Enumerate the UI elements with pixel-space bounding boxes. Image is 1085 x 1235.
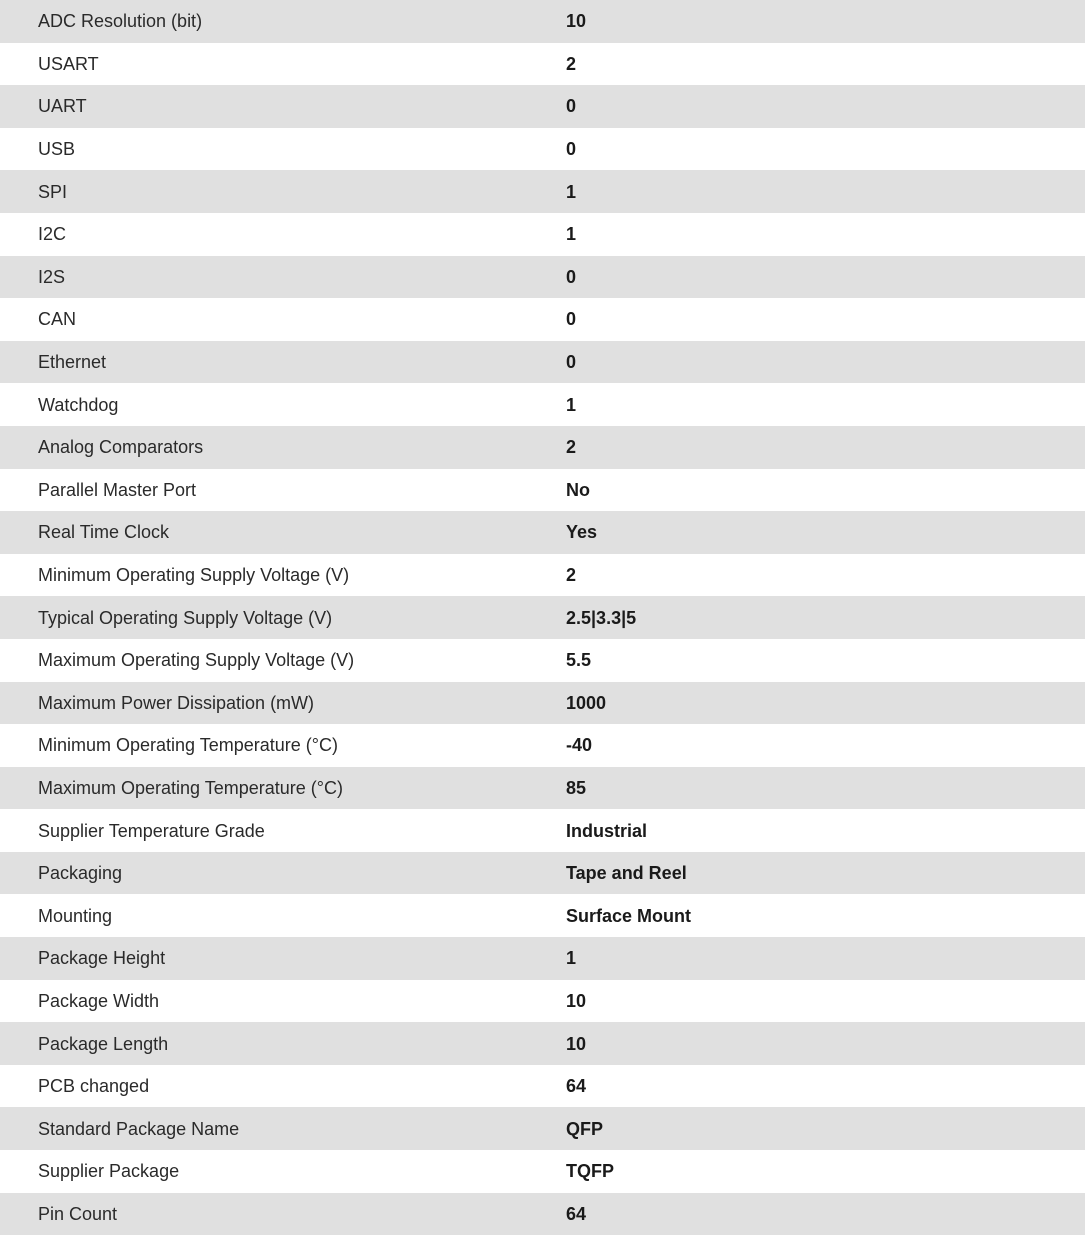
spec-label: USART bbox=[38, 53, 99, 74]
spec-label: Supplier Temperature Grade bbox=[38, 820, 265, 841]
spec-row bbox=[0, 596, 1085, 639]
spec-row bbox=[0, 809, 1085, 852]
spec-row bbox=[0, 980, 1085, 1023]
spec-value: 1000 bbox=[566, 692, 607, 713]
spec-value: 2 bbox=[566, 437, 577, 458]
spec-row bbox=[0, 383, 1085, 426]
spec-row bbox=[0, 341, 1085, 384]
spec-row bbox=[0, 937, 1085, 980]
spec-label: I2S bbox=[38, 266, 66, 287]
spec-row bbox=[0, 469, 1085, 512]
spec-label: Ethernet bbox=[38, 352, 107, 373]
spec-label: USB bbox=[38, 139, 76, 160]
spec-label: Maximum Operating Supply Voltage (V) bbox=[38, 650, 355, 671]
spec-label: Maximum Operating Temperature (°C) bbox=[38, 777, 343, 798]
spec-label: Typical Operating Supply Voltage (V) bbox=[38, 607, 333, 628]
spec-label: Standard Package Name bbox=[38, 1118, 240, 1139]
spec-row bbox=[0, 170, 1085, 213]
spec-row bbox=[0, 554, 1085, 597]
spec-row bbox=[0, 852, 1085, 895]
spec-row bbox=[0, 298, 1085, 341]
spec-row bbox=[0, 85, 1085, 128]
spec-value: 85 bbox=[566, 777, 587, 798]
spec-value: 2 bbox=[566, 53, 577, 74]
spec-label: Maximum Power Dissipation (mW) bbox=[38, 692, 315, 713]
spec-label: Supplier Package bbox=[38, 1161, 180, 1182]
spec-row bbox=[0, 128, 1085, 171]
spec-row bbox=[0, 426, 1085, 469]
spec-row bbox=[0, 1150, 1085, 1193]
spec-label: Package Length bbox=[38, 1033, 169, 1054]
spec-label: Watchdog bbox=[38, 394, 119, 415]
spec-label: UART bbox=[38, 96, 87, 117]
spec-label: Real Time Clock bbox=[38, 522, 170, 543]
spec-value: 0 bbox=[566, 309, 577, 330]
spec-row bbox=[0, 724, 1085, 767]
spec-label: Package Height bbox=[38, 948, 166, 969]
spec-label: CAN bbox=[38, 309, 77, 330]
spec-value: Surface Mount bbox=[566, 905, 692, 926]
spec-value: 10 bbox=[566, 990, 587, 1011]
spec-value: 0 bbox=[566, 96, 577, 117]
spec-row bbox=[0, 682, 1085, 725]
spec-label: SPI bbox=[38, 181, 68, 202]
spec-value: No bbox=[566, 479, 590, 500]
spec-label: Parallel Master Port bbox=[38, 479, 197, 500]
spec-row bbox=[0, 894, 1085, 937]
spec-row bbox=[0, 1022, 1085, 1065]
spec-value: 1 bbox=[566, 948, 577, 969]
spec-value: 0 bbox=[566, 352, 577, 373]
spec-row bbox=[0, 213, 1085, 256]
spec-label: I2C bbox=[38, 224, 67, 245]
spec-row bbox=[0, 511, 1085, 554]
spec-value: 1 bbox=[566, 181, 577, 202]
spec-value: 5.5 bbox=[566, 650, 592, 671]
spec-value: 10 bbox=[566, 11, 587, 32]
spec-value: 0 bbox=[566, 266, 577, 287]
spec-label: Minimum Operating Supply Voltage (V) bbox=[38, 565, 350, 586]
spec-label: Package Width bbox=[38, 990, 160, 1011]
spec-row bbox=[0, 256, 1085, 299]
spec-row bbox=[0, 1065, 1085, 1108]
spec-label: Minimum Operating Temperature (°C) bbox=[38, 735, 338, 756]
spec-label: Packaging bbox=[38, 863, 123, 884]
spec-value: 10 bbox=[566, 1033, 587, 1054]
spec-value: QFP bbox=[566, 1118, 604, 1139]
spec-value: 2.5|3.3|5 bbox=[566, 607, 637, 628]
spec-row bbox=[0, 1193, 1085, 1235]
spec-row bbox=[0, 767, 1085, 810]
spec-label: PCB changed bbox=[38, 1076, 150, 1097]
spec-value: -40 bbox=[566, 735, 593, 756]
spec-row bbox=[0, 639, 1085, 682]
spec-value: 64 bbox=[566, 1076, 587, 1097]
spec-value: 0 bbox=[566, 139, 577, 160]
spec-value: 1 bbox=[566, 224, 577, 245]
spec-value: 2 bbox=[566, 565, 577, 586]
spec-label: Pin Count bbox=[38, 1203, 118, 1224]
spec-row bbox=[0, 43, 1085, 86]
spec-value: Yes bbox=[566, 522, 598, 543]
spec-value: TQFP bbox=[566, 1161, 614, 1182]
spec-value: Tape and Reel bbox=[566, 863, 687, 884]
spec-row bbox=[0, 1107, 1085, 1150]
spec-label: ADC Resolution (bit) bbox=[38, 11, 203, 32]
spec-value: 64 bbox=[566, 1203, 587, 1224]
spec-row bbox=[0, 0, 1085, 43]
spec-value: Industrial bbox=[566, 820, 648, 841]
spec-label: Mounting bbox=[38, 905, 113, 926]
spec-label: Analog Comparators bbox=[38, 437, 204, 458]
spec-value: 1 bbox=[566, 394, 577, 415]
